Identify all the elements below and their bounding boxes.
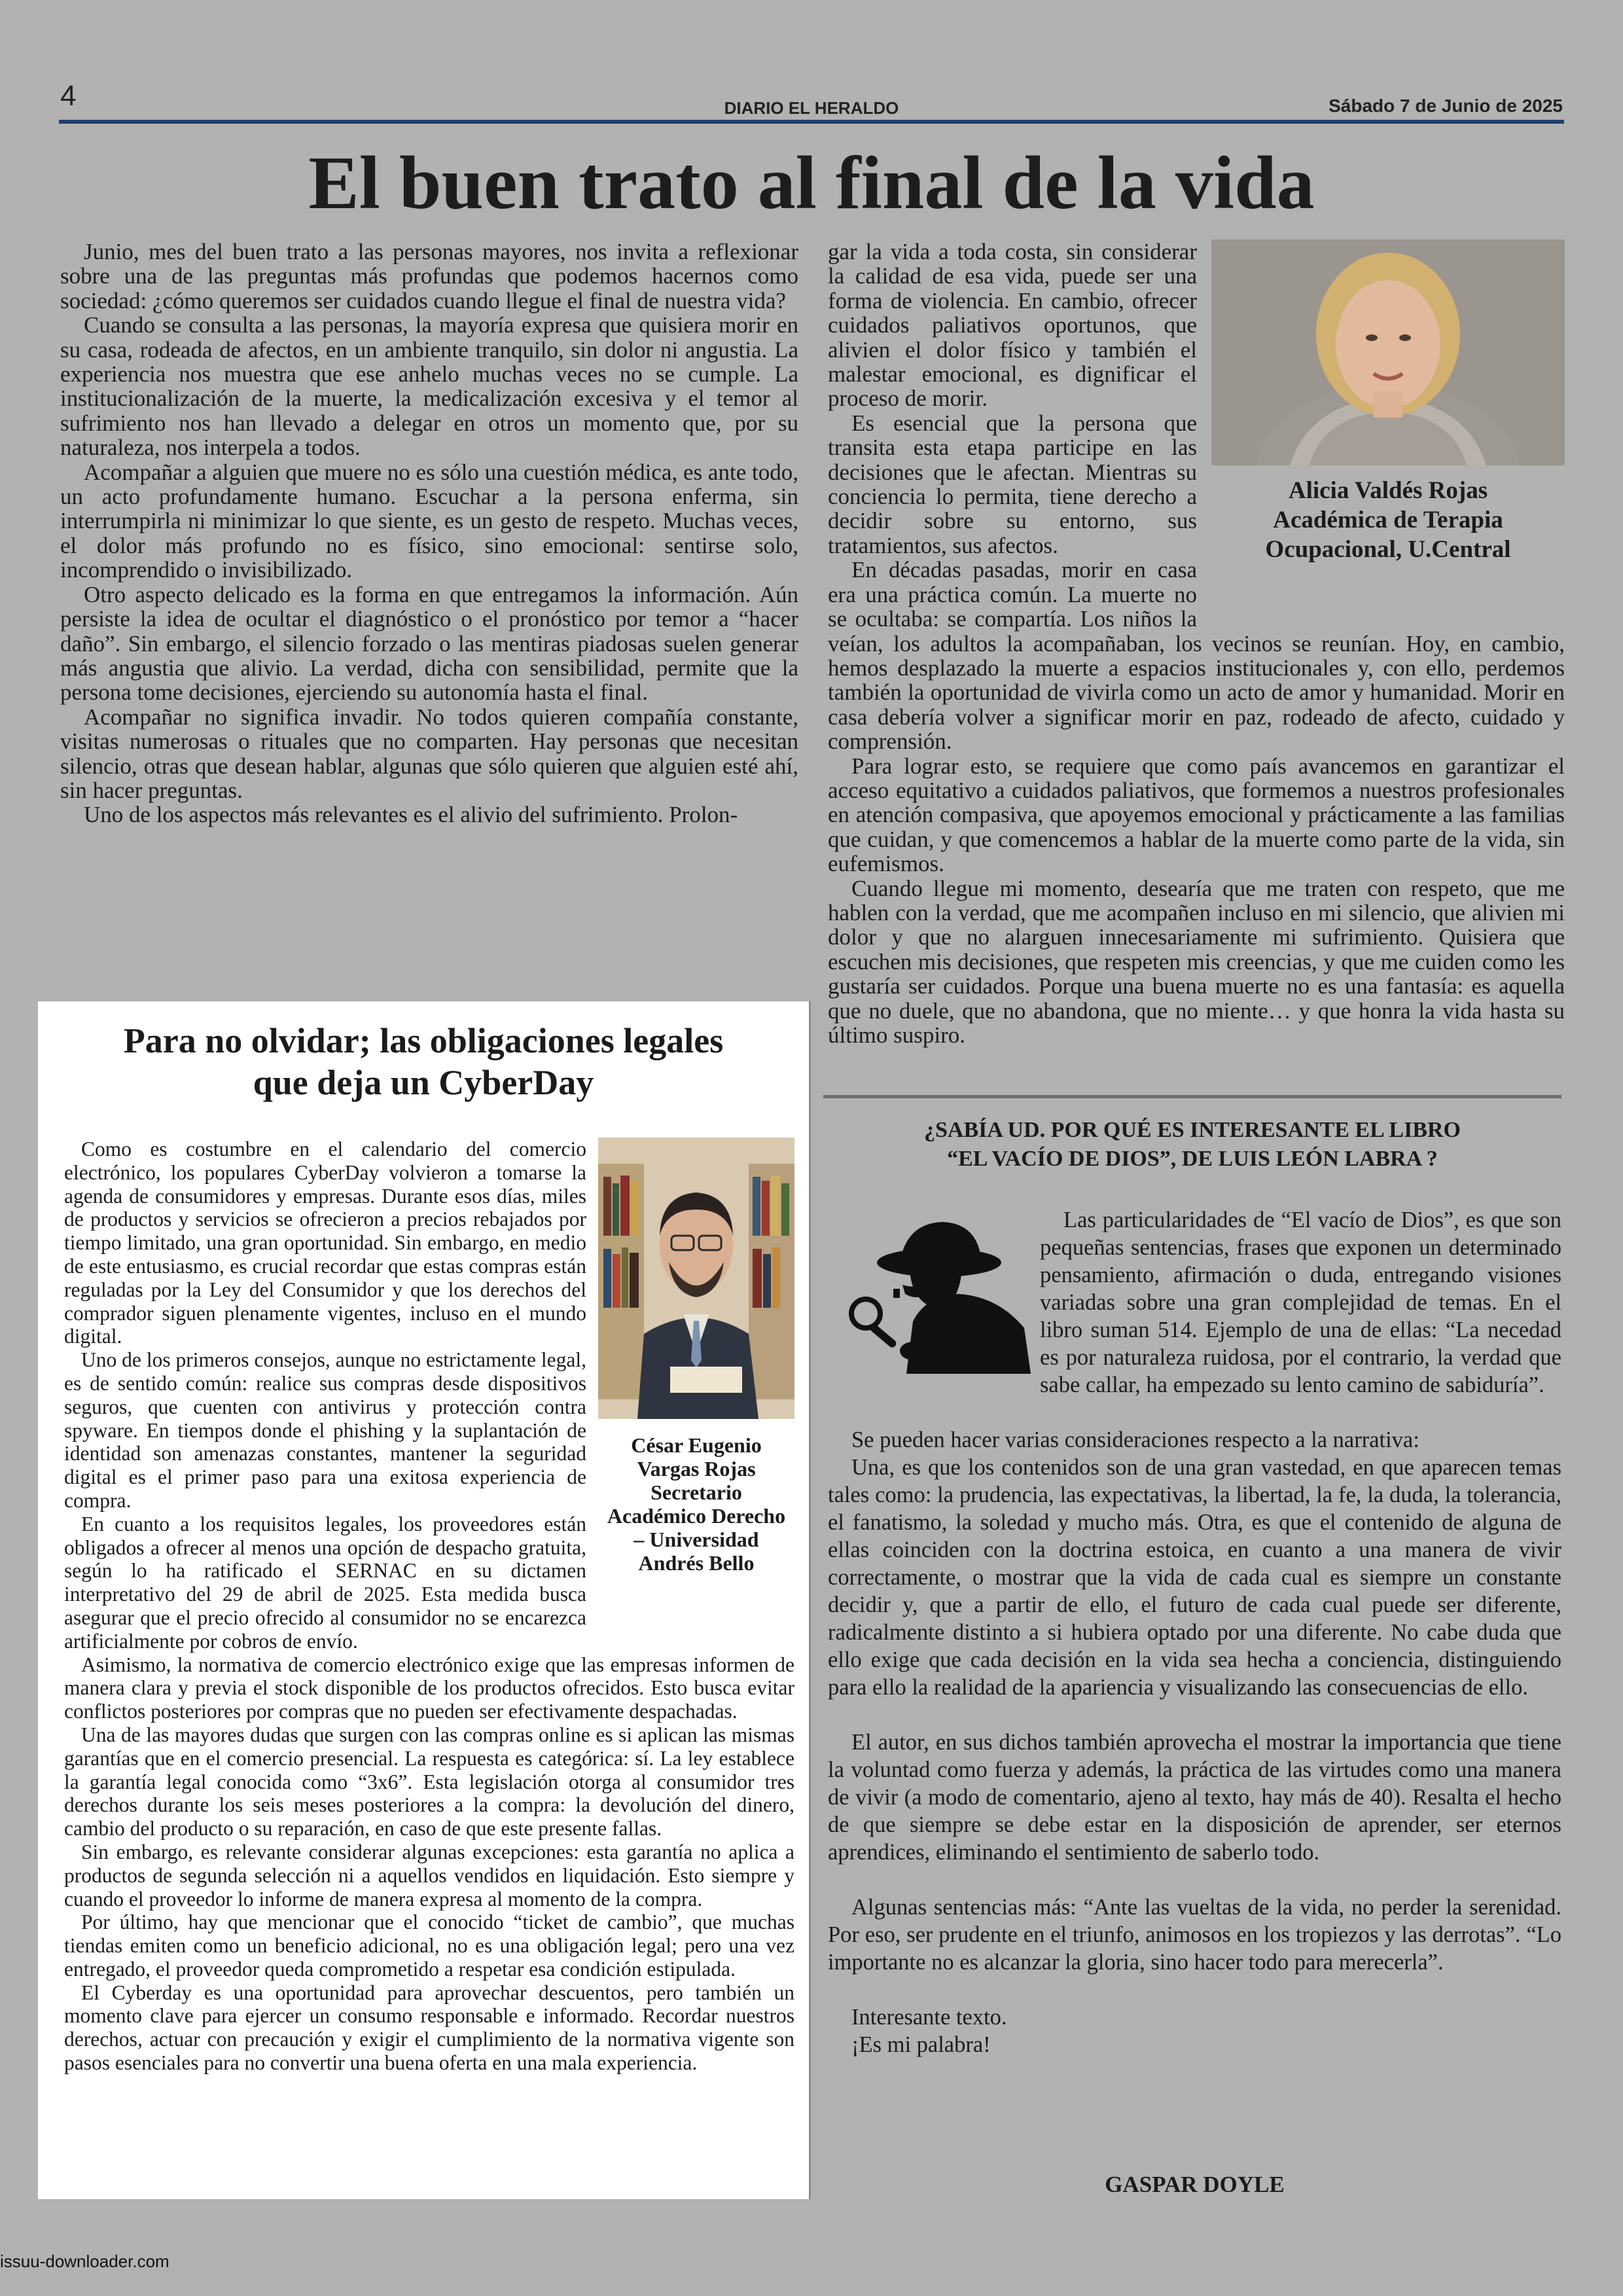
article-paragraph: En décadas pasadas, morir en casa era una práctica común. La muerte no se ocultaba: se compartía. Los niños la veían, los adultos la acompañaban, los vecinos se reunían. Hoy, en cambio, hemos desplazado la muerte a espacios institucionales y, con ello, perdemos también la oportunidad de vivirla como un acto de amor y humanidad. Morir en casa debería volver a significar morir en paz, rodeado de afecto, cuidado y comprensión. bbox=[828, 557, 1565, 755]
main-article-left-column bbox=[60, 240, 798, 992]
author-name: Alicia Valdés Rojas bbox=[1288, 477, 1488, 504]
sidebar-author-block bbox=[598, 1138, 794, 1609]
sidebar-author-caption bbox=[598, 1433, 794, 1575]
book-box-body bbox=[828, 1206, 1561, 2123]
spacer bbox=[828, 1866, 1561, 1893]
page-number: 4 bbox=[60, 80, 77, 112]
sidebar-edge bbox=[809, 1001, 811, 2199]
sidebar-paragraph: Asimismo, la normativa de comercio electrónico exige que las empresas informen de manera clara y previa el stock disponible de los productos ofrecidos. Esto busca evitar conflictos posteriores por compras que no pueden ser efectivamente despachadas. bbox=[64, 1653, 794, 1723]
author-photo bbox=[1211, 240, 1565, 465]
book-paragraph: Interesante texto. bbox=[851, 2005, 1007, 2030]
book-paragraph: El autor, en sus dichos también aprovecha el mostrar la importancia que tiene la voluntad como fuerza y además, la práctica de las virtudes como una manera de vivir (a modo de comentario, ajeno al texto, hay más de 40). Resalta el hecho de que siempre se debe estar en la disposición de aprender, ser eternos aprendices, eliminando el sentimiento de saberlo todo. bbox=[828, 1730, 1561, 1865]
sidebar-author-role: Secretario bbox=[651, 1480, 742, 1504]
book-box-title-line: “EL VACÍO DE DIOS”, DE LUIS LEÓN LABRA ? bbox=[947, 1147, 1438, 1171]
sidebar-author-role: Académico Derecho bbox=[607, 1504, 786, 1528]
sidebar-author-affiliation: – Universidad bbox=[633, 1528, 759, 1551]
sidebar-title bbox=[38, 1020, 809, 1103]
author-affiliation: Ocupacional, U.Central bbox=[1265, 536, 1511, 563]
article-paragraph: gar la vida a toda costa, sin considerar la calidad de esa vida, puede ser una forma de violencia. En cambio, ofrecer cuidados paliativos oportunos, que alivien el dolor físico y también el malestar emocional, es dignificar el proceso de morir. bbox=[828, 240, 1197, 412]
article-paragraph: Es esencial que la persona que transita esta etapa participe en las decisiones que le afectan. Mientras su conciencia lo permita, tiene derecho a decidir sobre su entorno, sus tratamientos, sus afectos. bbox=[828, 410, 1197, 558]
spacer bbox=[828, 1976, 1561, 2003]
issue-date: Sábado 7 de Junio de 2025 bbox=[1329, 96, 1563, 116]
sidebar-paragraph: El Cyberday es una oportunidad para aprovechar descuentos, pero también un momento clave para ejercer un consumo responsable e informado. Recordar nuestros derechos, actuar con precaución y exigir el cumplimiento de la normativa vigente son pasos esenciales para no convertir una buena oferta en una mala experiencia. bbox=[64, 1981, 794, 2075]
author-photo-block bbox=[1211, 240, 1565, 606]
sidebar-paragraph: En cuanto a los requisitos legales, los proveedores están obligados a ofrecer al menos una opción de despacho gratuita, según lo ha ratificado el SERNAC en su dictamen interpretativo del 29 de abril de 2025. Esta medida busca asegurar que el precio ofrecido al consumidor no se encarezca artificialmente por cobros de envío. bbox=[64, 1512, 586, 1653]
detective-silhouette-icon bbox=[828, 1217, 1031, 1387]
sidebar-title-line: que deja un CyberDay bbox=[253, 1063, 594, 1102]
article-paragraph: Para lograr esto, se requiere que como país avancemos en garantizar el acceso equitativo a cuidados paliativos, que formemos a nuestros profesionales en atención compasiva, que apoyemos emocional y prácticamente a las familias que cuidan, y que comencemos a hablar de la muerte como parte de la vida, sin eufemismos. bbox=[828, 753, 1565, 877]
book-box-title bbox=[826, 1116, 1559, 1174]
sidebar-author-name: César Eugenio bbox=[631, 1433, 762, 1457]
article-paragraph: Acompañar no significa invadir. No todos quieren compañía constante, visitas numerosas o rituales que no comparten. Hay personas que necesitan silencio, otras que desean hablar, algunas que sólo quieren que alguien esté ahí, sin hacer preguntas. bbox=[60, 704, 798, 803]
sidebar-body bbox=[64, 1138, 794, 2193]
article-paragraph: Otro aspecto delicado es la forma en que entregamos la información. Aún persiste la idea de ocultar el diagnóstico o el pronóstico por temor a “hacer daño”. Sin embargo, el silencio forzado o las mentiras piadosas suelen generar más angustia que alivio. La verdad, dicha con sensibilidad, permite que la persona tome decisiones, ejerciendo su autonomía hasta el final. bbox=[60, 581, 798, 706]
sidebar-author-affiliation: Andrés Bello bbox=[638, 1551, 755, 1575]
book-box-title-line: ¿SABÍA UD. POR QUÉ ES INTERESANTE EL LIBRO bbox=[923, 1118, 1461, 1142]
sidebar-article bbox=[38, 1001, 809, 2199]
sidebar-author-name: Vargas Rojas bbox=[637, 1457, 756, 1480]
article-headline: El buen trato al final de la vida bbox=[308, 141, 1315, 225]
watermark: issuu-downloader.com bbox=[0, 2251, 169, 2271]
article-paragraph: Acompañar a alguien que muere no es sólo una cuestión médica, es ante todo, un acto profundamente humano. Escuchar a la persona enferma, sin interrumpirla ni minimizar lo que siente, es un gesto de respeto. Muchas veces, el dolor más profundo no es físico, sino emocional: sentirse solo, incomprendido o invisibilizado. bbox=[60, 459, 798, 583]
header-rule bbox=[59, 120, 1564, 124]
author-role: Académica de Terapia bbox=[1273, 507, 1503, 533]
book-paragraph: Algunas sentencias más: “Ante las vueltas de la vida, no perder la serenidad. Por eso, ser prudente en el triunfo, animosos en los tropiezos y las derrotas”. “Lo importante no es alcanzar la gloria, sino hacer todo para merecerla”. bbox=[828, 1895, 1561, 1975]
book-box-signature: GASPAR DOYLE bbox=[1105, 2172, 1285, 2197]
book-paragraph: Una, es que los contenidos son de una gran vastedad, en que aparecen temas tales como: la prudencia, las expectativas, la libertad, la fe, la duda, la tolerancia, el fanatismo, la soledad y mucho más. Otra, es que el contenido de alguna de ellas coinciden con la doctrina estoica, en cuanto a una manera de vivir correctamente, o mostrar que la vida de cada cual es siempre un constante decidir y, que a partir de ello, el futuro de cada cual puede ser diferente, radicalmente distinto a si hubiera optado por una diferente. No cabe duda que ello exige que cada decisión en la vida sea hecha a conciencia, distinguiendo para ello la realidad de la apariencia y visualizando las consecuencias de ello. bbox=[828, 1455, 1561, 1700]
sidebar-paragraph: Una de las mayores dudas que surgen con las compras online es si aplican las mismas garantías que en el comercio presencial. La respuesta es categórica: sí. La ley establece la garantía legal conocida como “3x6”. Esta legislación otorga al consumidor tres derechos durante los seis meses posteriores a la compra: la devolución del dinero, cambio del producto o su reparación, en caso de que este presente fallas. bbox=[64, 1723, 794, 1840]
author-caption bbox=[1211, 476, 1565, 564]
sidebar-author-photo bbox=[598, 1138, 794, 1419]
article-paragraph: Cuando se consulta a las personas, la mayoría expresa que quisiera morir en su casa, rodeada de afectos, en un ambiente tranquilo, sin dolor ni angustia. La experiencia nos muestra que ese anhelo muchas veces no se cumple. La institucionalización de la muerte, la medicalización excesiva y el temor al sufrimiento nos han llevado a delegar en otros un momento que, por su naturaleza, nos interpela a todos. bbox=[60, 312, 798, 461]
newspaper-name: DIARIO EL HERALDO bbox=[724, 98, 899, 118]
sidebar-paragraph: Uno de los primeros consejos, aunque no estrictamente legal, es de sentido común: realice sus compras desde dispositivos seguros, que cuenten con antivirus y protección contra spyware. En tiempos donde el phishing y la suplantación de identidad son amenazas constantes, mantener la seguridad digital es el primer paso para una exitosa experiencia de compra. bbox=[64, 1348, 586, 1512]
book-paragraph: Se pueden hacer varias consideraciones respecto a la narrativa: bbox=[851, 1427, 1419, 1452]
article-paragraph: Cuando llegue mi momento, desearía que me traten con respeto, que me hablen con la verdad, que me acompañen incluso en mi silencio, que alivien mi dolor y que no alarguen innecesariamente mi sufrimiento. Quisiera que escuchen mis decisiones, que respeten mis creencias, y que me cuiden como les gustaría ser cuidados. Porque una buena muerte no es una fantasía: es aquella que no duele, que no abandona, que no miente… y que honra la vida hasta su último suspiro. bbox=[828, 875, 1565, 1048]
sidebar-paragraph: Sin embargo, es relevante considerar algunas excepciones: esta garantía no aplica a productos de segunda selección ni a aquellos vendidos en liquidación. Esto siempre y cuando el proveedor lo informe de manera expresa al momento de la compra. bbox=[64, 1840, 794, 1910]
section-divider bbox=[823, 1095, 1561, 1098]
book-paragraph: ¡Es mi palabra! bbox=[851, 2032, 991, 2057]
sidebar-paragraph: Por último, hay que mencionar que el conocido “ticket de cambio”, que muchas tiendas emiten como un beneficio adicional, no es una obligación legal; pero una vez entregado, el proveedor queda comprometido a respetar esa condición estipulada. bbox=[64, 1910, 794, 1981]
sidebar-paragraph: Como es costumbre en el calendario del comercio electrónico, los populares CyberDay volvieron a tomarse la agenda de consumidores y empresas. Durante esos días, miles de productos y servicios se ofrecieron a precios rebajados por tiempo limitado, una gran oportunidad. Sin embargo, en medio de este entusiasmo, es crucial recordar que estas compras están reguladas por la Ley del Consumidor y que los derechos del comprador siguen plenamente vigentes, incluso en el mundo digital. bbox=[64, 1138, 586, 1348]
main-article-right-column bbox=[828, 240, 1565, 1084]
article-paragraph: Junio, mes del buen trato a las personas mayores, nos invita a reflexionar sobre una de las preguntas más profundas que podemos hacernos como sociedad: ¿cómo queremos ser cuidados cuando llegue el final de nuestra vida? bbox=[60, 240, 798, 314]
article-paragraph: Uno de los aspectos más relevantes es el alivio del sufrimiento. Prolon- bbox=[84, 802, 738, 828]
sidebar-title-line: Para no olvidar; las obligaciones legales bbox=[123, 1021, 724, 1060]
book-paragraph: Las particularidades de “El vacío de Dios”, es que son pequeñas sentencias, frases que exponen un determinado pensamiento, afirmación o duda, entregando visiones variadas sobre una gran complejidad de temas. En el libro suman 514. Ejemplo de una de ellas: “La necedad es por naturaleza ruidosa, por el contrario, la verdad que sabe callar, ha empezado su lento camino de sabiduría”. bbox=[1040, 1208, 1561, 1397]
spacer bbox=[828, 1701, 1561, 1729]
spacer bbox=[828, 1399, 1561, 1426]
